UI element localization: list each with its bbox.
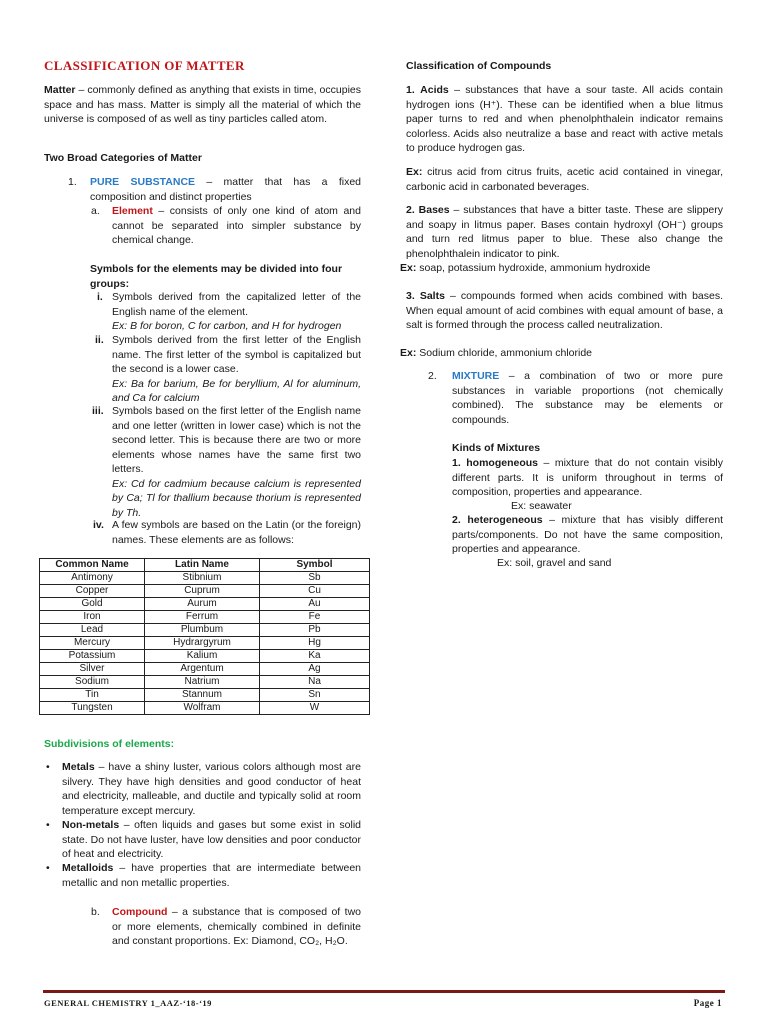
table-row [40, 624, 370, 637]
table-cell: Cuprum [145, 585, 260, 598]
matter-definition [44, 83, 361, 127]
salts-example [400, 346, 723, 361]
mixture-text: – a combination of two or more pure substances in variable proportions (not chemically combined). The substance may be elements or compounds. [452, 370, 723, 426]
table-cell: W [260, 702, 370, 715]
acids-num: 1. [406, 84, 415, 96]
group-ii-example: Ex: Ba for barium, Be for beryllium, Al for aluminum, and Ca for calcium [112, 377, 361, 404]
element-term: Element [112, 205, 153, 217]
table-cell: Ka [260, 650, 370, 663]
acids-ex-text: citrus acid from citrus fruits, acetic acid contained in vinegar, carbonic acid in carbonated beverages. [406, 166, 723, 193]
homogeneous-text: – mixture that do not contain visibly different parts. It is uniform throughout in terms of composition, properties and appearance. [452, 457, 723, 498]
heterogeneous-example: Ex: soil, gravel and sand [497, 557, 612, 569]
pure-substance [68, 175, 361, 204]
page-title: CLASSIFICATION OF MATTER [44, 58, 245, 73]
salts-text: – compounds formed when acids combined with bases. When equal amount of acid combines with equal amount of base, a salt is formed through the process called neutralization. [406, 290, 724, 331]
table-row [40, 572, 370, 585]
group-ii [95, 333, 361, 406]
table-cell: Na [260, 676, 370, 689]
table-cell: Tin [40, 689, 145, 702]
table-row [40, 611, 370, 624]
table-cell: Silver [40, 663, 145, 676]
footer-course: GENERAL CHEMISTRY 1_AAZ-‘18-‘19 [44, 998, 212, 1008]
compound-definition [91, 905, 361, 949]
matter-term: Matter [44, 84, 76, 96]
compound-num: b. [91, 906, 100, 918]
metalloids-term: Metalloids [62, 862, 114, 874]
table-cell: Ferrum [145, 611, 260, 624]
table-cell: Natrium [145, 676, 260, 689]
acids-example [406, 165, 723, 194]
matter-text: – commonly defined as anything that exists in time, occupies space and has mass. Matter is simply all the material of which the universe is composed of as well as tiny particles called atom. [44, 84, 361, 125]
bases-term: Bases [418, 204, 450, 216]
table-header: Common Name [40, 559, 145, 572]
table-cell: Lead [40, 624, 145, 637]
metals-term: Metals [62, 761, 95, 773]
salts-paragraph [406, 289, 723, 333]
table-cell: Wolfram [145, 702, 260, 715]
table-cell: Ag [260, 663, 370, 676]
table-cell: Gold [40, 598, 145, 611]
group-ii-num: ii. [95, 334, 104, 346]
element-definition [91, 204, 361, 248]
table-header: Latin Name [145, 559, 260, 572]
table-row [40, 663, 370, 676]
footer-rule [43, 990, 725, 993]
salts-num: 3. [406, 290, 415, 302]
table-cell: Antimony [40, 572, 145, 585]
heterogeneous-term: 2. heterogeneous [452, 514, 543, 526]
table-row [40, 598, 370, 611]
table-cell: Cu [260, 585, 370, 598]
acids-text: – substances that have a sour taste. All acids contain hydrogen ions (H⁺). These can be identified when a blue litmus paper turns to red and when phenolphthalein indicator remains colorless. Acids also neutralize a base and react with active metals to produce hydrogen gas. [406, 84, 723, 154]
salts-ex-label: Ex: [400, 347, 417, 359]
group-i-example: Ex: B for boron, C for carbon, and H for hydrogen [112, 320, 342, 332]
compound-text: – a substance that is composed of two or more elements, chemically combined in definite and constant proportions. Ex: Diamond, CO₂, H₂O. [112, 906, 361, 947]
group-ii-text: Symbols derived from the first letter of the English name. The first letter of the symbol is capitalized but the second is a lower case. [112, 334, 361, 375]
table-cell: Stibnium [145, 572, 260, 585]
table-row [40, 637, 370, 650]
table-cell: Tungsten [40, 702, 145, 715]
salts-term: Salts [419, 290, 445, 302]
homogeneous-example: Ex: seawater [511, 500, 572, 512]
bullet-non-metals [46, 818, 361, 862]
pure-text: – matter that has a fixed composition and distinct properties [90, 176, 361, 203]
group-iii [92, 404, 361, 520]
table-row [40, 676, 370, 689]
table-row [40, 702, 370, 715]
mixture-num: 2. [428, 370, 437, 382]
group-i-text: Symbols derived from the capitalized letter of the English name of the element. [112, 291, 361, 318]
acids-paragraph [406, 83, 723, 156]
table-cell: Copper [40, 585, 145, 598]
table-header-row [40, 559, 370, 572]
bullet-icon: • [46, 819, 50, 831]
group-i [97, 290, 361, 334]
table-cell: Mercury [40, 637, 145, 650]
pure-num: 1. [68, 176, 77, 188]
bases-ex-label: Ex: [400, 262, 417, 274]
table-cell: Hydrargyrum [145, 637, 260, 650]
bases-ex-text: soap, potassium hydroxide, ammonium hydroxide [416, 262, 651, 274]
bases-example [400, 261, 723, 276]
table-cell: Iron [40, 611, 145, 624]
bullet-metalloids [46, 861, 361, 890]
heterogeneous-text: – mixture that has visibly different parts/components. Do not have the same composition, properties and appearance. [452, 514, 723, 555]
acids-ex-label: Ex: [406, 166, 423, 178]
table-cell: Fe [260, 611, 370, 624]
table-row [40, 585, 370, 598]
group-iii-text: Symbols based on the first letter of the English name and one letter (written in lower case) which is not the second letter. This is because there are two or more elements whose names have the same first two letters. [112, 405, 361, 475]
group-iv [93, 518, 361, 547]
group-iv-num: iv. [93, 519, 104, 531]
table-cell: Pb [260, 624, 370, 637]
mixture-definition [428, 369, 723, 427]
group-iv-text: A few symbols are based on the Latin (or the foreign) names. These elements are as follows: [112, 519, 361, 546]
pure-term: PURE SUBSTANCE [90, 176, 196, 188]
symbols-heading: Symbols for the elements may be divided into four groups: [90, 263, 343, 290]
table-cell: Potassium [40, 650, 145, 663]
table-row [40, 689, 370, 702]
group-i-num: i. [97, 291, 103, 303]
latin-symbols-table [39, 558, 370, 715]
table-cell: Argentum [145, 663, 260, 676]
mixture-term: MIXTURE [452, 370, 500, 382]
table-cell: Stannum [145, 689, 260, 702]
table-cell: Plumbum [145, 624, 260, 637]
footer-page-number: Page 1 [693, 998, 722, 1008]
classification-compounds-heading: Classification of Compounds [406, 60, 552, 72]
table-cell: Hg [260, 637, 370, 650]
bullet-icon: • [46, 862, 50, 874]
homogeneous-term: 1. homogeneous [452, 457, 539, 469]
group-iii-num: iii. [92, 405, 104, 417]
table-cell: Sb [260, 572, 370, 585]
table-cell: Aurum [145, 598, 260, 611]
table-cell: Au [260, 598, 370, 611]
heterogeneous-definition [452, 513, 723, 557]
table-header: Symbol [260, 559, 370, 572]
bases-num: 2. [406, 204, 415, 216]
bases-paragraph [406, 203, 723, 261]
group-iii-example: Ex: Cd for cadmium because calcium is represented by Ca; Tl for thallium because thorium is represented by Th. [112, 477, 361, 519]
subdivisions-heading: Subdivisions of elements: [44, 738, 175, 750]
table-row [40, 650, 370, 663]
bullet-icon: • [46, 761, 50, 773]
element-num: a. [91, 205, 100, 217]
metalloids-text: – have properties that are intermediate between metallic and non metallic properties. [62, 862, 361, 889]
bases-text: – substances that have a bitter taste. These are slippery and soapy in litmus paper. Bases contain hydroxyl (OH⁻) groups and turn red litmus paper to blue. These also change the phenolphthalein indicator to pink. [406, 204, 724, 260]
table-cell: Sodium [40, 676, 145, 689]
table-cell: Sn [260, 689, 370, 702]
non-metals-term: Non-metals [62, 819, 120, 831]
non-metals-text: – often liquids and gases but some exist in solid state. Do not have luster, have low densities and poor conductor of heat and electricity. [62, 819, 361, 860]
table-cell: Kalium [145, 650, 260, 663]
two-broad-heading: Two Broad Categories of Matter [44, 152, 202, 164]
metals-text: – have a shiny luster, various colors although most are silvery. They have high densities and good conductor of heat and electricity, malleable, and ductile and typically solid at room temperature except mercury. [62, 761, 361, 817]
bullet-metals [46, 760, 361, 818]
element-text: – consists of only one kind of atom and cannot be separated into simpler substance by chemical change. [112, 205, 361, 246]
salts-ex-text: Sodium chloride, ammonium chloride [416, 347, 593, 359]
acids-term: Acids [420, 84, 449, 96]
kinds-heading: Kinds of Mixtures [452, 442, 541, 454]
compound-term: Compound [112, 906, 168, 918]
homogeneous-definition [452, 456, 723, 500]
